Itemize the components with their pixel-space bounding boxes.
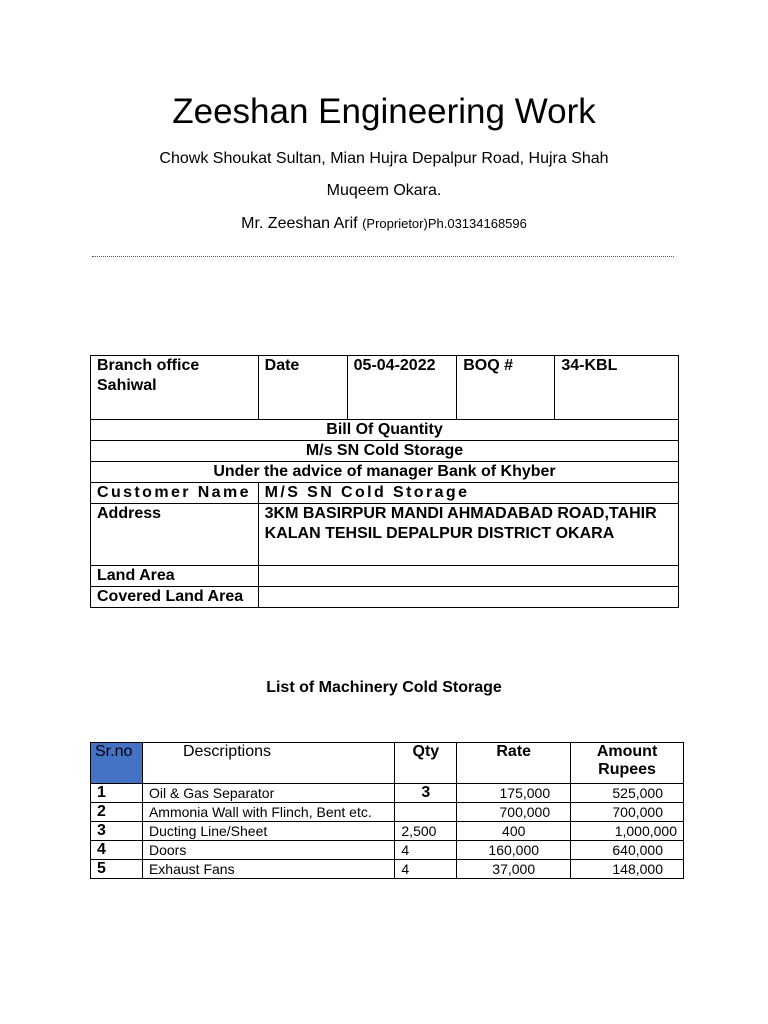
sr-cell: 3 xyxy=(91,822,143,841)
machinery-title: List of Machinery Cold Storage xyxy=(266,679,502,696)
advice-text: Under the advice of manager Bank of Khyber xyxy=(91,462,679,483)
rate-header: Rate xyxy=(457,743,571,784)
customer-value: M/S SN Cold Storage xyxy=(258,483,678,504)
desc-cell: Ammonia Wall with Flinch, Bent etc. xyxy=(142,803,394,822)
boq-info-table xyxy=(90,355,679,608)
land-area-row xyxy=(91,566,679,587)
date-value: 05-04-2022 xyxy=(347,356,457,420)
bill-title: Bill Of Quantity xyxy=(91,420,679,441)
rate-cell: 400 xyxy=(457,822,571,841)
company-name: M/s SN Cold Storage xyxy=(91,441,679,462)
boq-value: 34-KBL xyxy=(555,356,679,420)
desc-cell: Oil & Gas Separator xyxy=(142,784,394,803)
date-label: Date xyxy=(258,356,347,420)
qty-cell: 4 xyxy=(395,860,457,879)
address-value: 3KM BASIRPUR MANDI AHMADABAD ROAD,TAHIR KALAN TEHSIL DEPALPUR DISTRICT OKARA xyxy=(258,504,678,566)
sr-cell: 2 xyxy=(91,803,143,822)
covered-area-label: Covered Land Area xyxy=(91,587,259,608)
rate-cell: 700,000 xyxy=(457,803,571,822)
address-line-1: Chowk Shoukat Sultan, Mian Hujra Depalpur Road, Hujra Shah xyxy=(159,150,609,167)
qty-cell: 2,500 xyxy=(395,822,457,841)
rate-cell: 160,000 xyxy=(457,841,571,860)
amount-cell: 148,000 xyxy=(571,860,684,879)
proprietor-name: Mr. Zeeshan Arif xyxy=(241,215,358,232)
amount-cell: 640,000 xyxy=(571,841,684,860)
sr-cell: 4 xyxy=(91,841,143,860)
sr-header: Sr.no xyxy=(91,743,143,784)
amount-cell: 700,000 xyxy=(571,803,684,822)
land-area-label: Land Area xyxy=(91,566,259,587)
info-header-row xyxy=(91,356,679,420)
amount-cell: 525,000 xyxy=(571,784,684,803)
desc-cell: Exhaust Fans xyxy=(142,860,394,879)
qty-cell: 4 xyxy=(395,841,457,860)
table-row xyxy=(91,784,684,803)
table-row xyxy=(91,841,684,860)
bill-title-row xyxy=(91,420,679,441)
amount-header: Amount Rupees xyxy=(571,743,684,784)
qty-cell xyxy=(395,803,457,822)
page-title: Zeeshan Engineering Work xyxy=(172,92,596,131)
desc-header: Descriptions xyxy=(142,743,394,784)
sr-cell: 5 xyxy=(91,860,143,879)
branch-cell: Branch office Sahiwal xyxy=(91,356,259,420)
boq-label: BOQ # xyxy=(457,356,555,420)
proprietor-role: (Proprietor) xyxy=(362,216,428,231)
rate-cell: 175,000 xyxy=(457,784,571,803)
rate-cell: 37,000 xyxy=(457,860,571,879)
amount-cell: 1,000,000 xyxy=(571,822,684,841)
table-row xyxy=(91,822,684,841)
customer-row xyxy=(91,483,679,504)
address-row xyxy=(91,504,679,566)
proprietor-line xyxy=(0,215,768,233)
company-row xyxy=(91,441,679,462)
phone-number: Ph.03134168596 xyxy=(427,216,527,231)
qty-header: Qty xyxy=(395,743,457,784)
dotted-divider xyxy=(92,256,674,257)
qty-cell: 3 xyxy=(395,784,457,803)
desc-cell: Doors xyxy=(142,841,394,860)
covered-area-row xyxy=(91,587,679,608)
desc-cell: Ducting Line/Sheet xyxy=(142,822,394,841)
sr-cell: 1 xyxy=(91,784,143,803)
covered-area-value xyxy=(258,587,678,608)
land-area-value xyxy=(258,566,678,587)
address-line-2: Muqeem Okara. xyxy=(326,182,442,199)
customer-label: Customer Name xyxy=(91,483,259,504)
machinery-table xyxy=(90,742,684,879)
machinery-header-row xyxy=(91,743,684,784)
address-label: Address xyxy=(91,504,259,566)
table-row xyxy=(91,860,684,879)
table-row xyxy=(91,803,684,822)
advice-row xyxy=(91,462,679,483)
